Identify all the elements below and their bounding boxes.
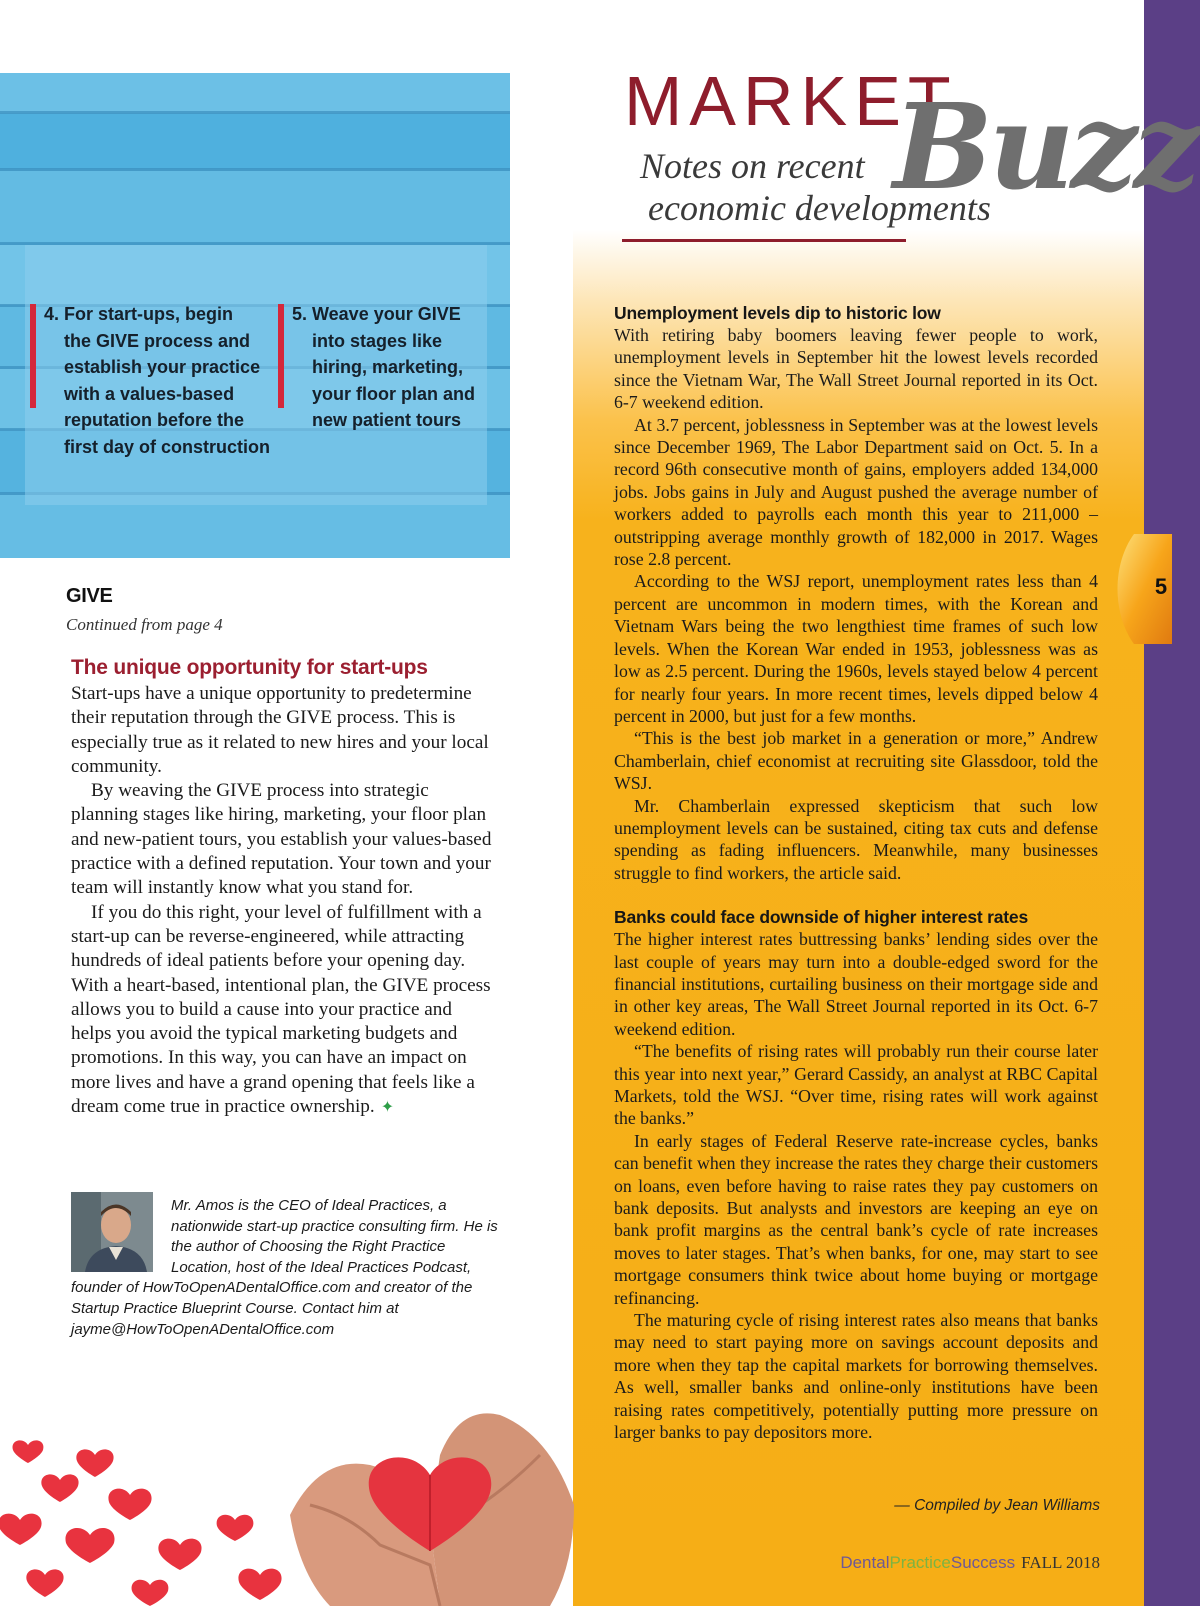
page-number-tab <box>1104 534 1172 644</box>
news-paragraph: “The benefits of rising rates will probably run their course later this year into next year,” Gerard Cassidy, an analyst at RBC Capital Markets, told the WSJ. “Over time, rising rates will work against the banks.” <box>614 1041 1098 1129</box>
article-paragraph-text: If you do this right, your level of fulfillment with a start-up can be reverse-engineered, while attracting hundreds of ideal patients before your opening day. With a heart-based, intentional plan, the GIVE process allows you to build a cause into your practice and helps you avoid the typical marketing budgets and promotions. In this way, you can have an impact on more lives and have a grand opening that feels like a dream come true in practice ownership. <box>71 901 491 1118</box>
masthead-subtitle-line1: Notes on recent <box>640 146 865 186</box>
left-article <box>71 654 494 1120</box>
news-paragraph: According to the WSJ report, unemployment rates less than 4 percent are uncommon in modern times, with the Korean and Vietnam Wars being the two lengthiest time frames of such low levels. When the Korean War ended in 1953, joblessness was as low as 2.5 percent. During the 1960s, levels stayed below 4 percent for nearly four years. In more recent times, levels dipped below 4 percent in 2000, but just for a few months. <box>614 571 1098 726</box>
footer-brand-practice: Practice <box>889 1553 951 1572</box>
tip-accent-bar <box>30 304 36 408</box>
tip-line: with a values-based <box>64 383 235 404</box>
tip-line: new patient tours <box>312 410 462 430</box>
tip-number: 5. <box>292 304 308 324</box>
tip-line: your floor plan and <box>312 383 476 404</box>
tip-number: 4. <box>44 304 60 324</box>
tip-text <box>64 301 270 460</box>
tip-line: hiring, marketing, <box>312 357 464 377</box>
article-paragraph <box>71 901 494 1121</box>
heart-icon <box>238 1569 281 1600</box>
tip-accent-bar <box>278 304 284 408</box>
compiled-by-credit: — Compiled by Jean Williams <box>894 1497 1100 1514</box>
heart-icon <box>108 1489 151 1520</box>
section-gap <box>614 884 1098 906</box>
tip-line: the GIVE process and <box>64 330 251 351</box>
masthead-market: MARKET <box>624 62 958 140</box>
heart-icon <box>65 1528 114 1563</box>
end-mark-icon: ✦ <box>380 1099 395 1117</box>
paper-hearts-decoration <box>0 1425 300 1606</box>
right-article <box>614 302 1098 1444</box>
news-paragraph: With retiring baby boomers leaving fewer people to work, unemployment levels in September hit the lowest levels recorded since the Vietnam War, The Wall Street Journal reported in its Oct. 6-7 weekend edition. <box>614 325 1098 413</box>
news-heading: Banks could face downside of higher interest rates <box>614 907 1028 928</box>
page-number: 5 <box>1154 574 1168 599</box>
masthead-subtitle-line2: economic developments <box>648 188 991 228</box>
plank <box>0 73 510 113</box>
news-heading: Unemployment levels dip to historic low <box>614 303 941 323</box>
news-paragraph: The higher interest rates buttressing banks’ lending sides over the last couple of years may turn into a double-edged sword for the financial institutions, curtailing business on their mortgage side and in other key areas, The Wall Street Journal reported in its Oct. 6-7 weekend edition. <box>614 929 1098 1039</box>
tip-line: Weave your GIVE <box>312 304 461 324</box>
plank <box>0 171 510 243</box>
heart-icon <box>0 1514 42 1545</box>
tip-line: establish your practice <box>64 357 261 377</box>
footer-season: FALL 2018 <box>1021 1553 1100 1572</box>
footer <box>760 1553 1100 1573</box>
tip-line: first day of construction <box>64 436 271 457</box>
heart-icon <box>158 1539 201 1570</box>
article-heading: The unique opportunity for start-ups <box>71 656 428 679</box>
heart-icon <box>13 1440 44 1463</box>
article-paragraph: Start-ups have a unique opportunity to predetermine their reputation through the GIVE process. This is especially true as it related to new hires and your local community. <box>71 683 489 777</box>
tip-line: For start-ups, begin <box>64 304 234 324</box>
author-bio-text: Mr. Amos is the CEO of Ideal Practices, a nationwide start-up practice consulting firm. He is the author of Choosing the Right Practice Location, host of the Ideal Practices Podcast, founder of HowToOpenADentalOffice.com and creator of the Startup Practice Blueprint Course. Contact him at jayme@HowToOpenADentalOffice.com <box>71 1197 498 1338</box>
heart-icon <box>26 1569 63 1597</box>
footer-brand-dental: Dental <box>840 1553 890 1572</box>
news-paragraph: In early stages of Federal Reserve rate-increase cycles, banks can benefit when they increase the rates they charge their customers on loans, even before having to raise rates they pay customers on bank deposits. But analysts and investors are keeping an eye on bank profit margins as the central bank’s cycle of rate increases moves to later stages. That’s when banks, for one, may start to see mortgage consumers think twice about home buying or mortgage refinancing. <box>614 1130 1098 1308</box>
masthead-buzz: Buzz <box>893 77 1197 216</box>
news-paragraph: “This is the best job market in a generation or more,” Andrew Chamberlain, chief economist at recruiting site Glassdoor, told the WSJ. <box>614 728 1098 794</box>
heart-icon <box>41 1474 78 1502</box>
heart-icon <box>217 1515 254 1541</box>
tip-line: into stages like <box>312 330 443 351</box>
footer-brand-success: Success <box>950 1553 1016 1572</box>
tip-text <box>312 301 475 434</box>
purple-edge-band <box>1144 0 1200 1606</box>
author-bio <box>71 1196 501 1340</box>
bio-photo-spacer <box>71 1196 171 1278</box>
news-paragraph: Mr. Chamberlain expressed skepticism that such low unemployment levels can be sustained, citing tax cuts and defense spending as fading influencers. Meanwhile, many businesses struggle to find workers, the article said. <box>614 795 1098 883</box>
masthead-rule <box>622 239 906 242</box>
continued-note: Continued from page 4 <box>66 615 223 634</box>
hands-holding-heart-image <box>290 1395 574 1606</box>
article-paragraph: By weaving the GIVE process into strategic planning stages like hiring, marketing, your floor plan and new-patient tours, you establish your values-based practice with a defined reputation. Your town and your team will instantly know what you stand for. <box>71 780 492 899</box>
section-label: GIVE <box>66 585 113 607</box>
plank <box>0 114 510 169</box>
news-paragraph: At 3.7 percent, joblessness in September was at the lowest levels since December 1969, The Labor Department said on Oct. 5. In a record 96th consecutive month of gains, employers added 134,000 jobs. Jobs gains in July and August pushed the average number of workers added to payrolls each month this year to 211,000 – outstripping average monthly growth of 182,000 in 2017. Wages rose 2.8 percent. <box>614 414 1098 570</box>
heart-icon <box>132 1580 169 1606</box>
news-paragraph: The maturing cycle of rising interest rates also means that banks may need to start paying more on savings account deposits and more when they tap the capital markets for borrowing themselves. As well, smaller banks and online-only institutions have been raising rates competitively, potentially putting more pressure on larger banks to pay depositors more. <box>614 1310 1098 1443</box>
tip-line: reputation before the <box>64 410 245 430</box>
heart-icon <box>76 1449 113 1477</box>
